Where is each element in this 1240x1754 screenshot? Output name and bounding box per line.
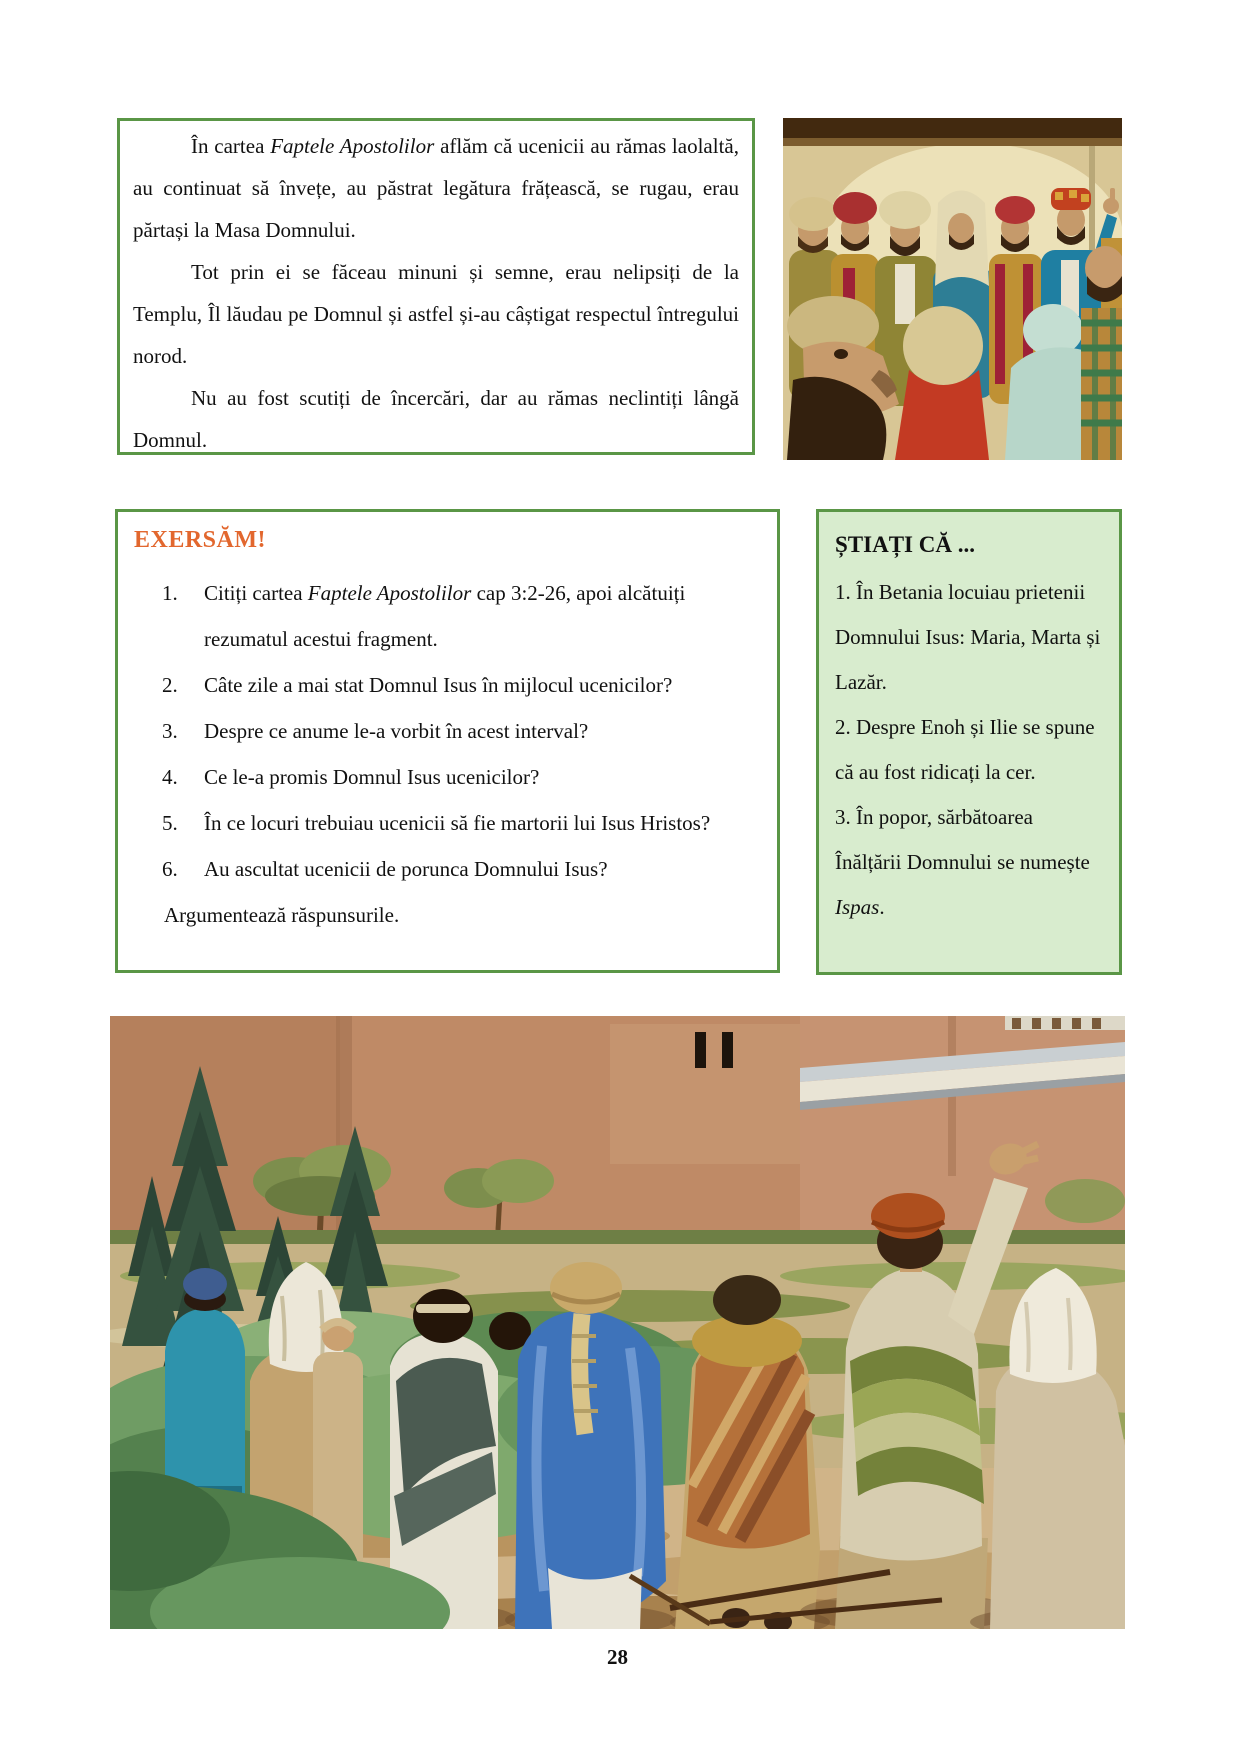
- exercise-number: 2.: [162, 673, 178, 697]
- exercise-text: Au ascultat ucenicii de porunca Domnului Isus?: [204, 857, 608, 881]
- exercise-number: 4.: [162, 765, 178, 789]
- exercises-list: [134, 570, 771, 892]
- exercise-text: Citiți cartea Faptele Apostolilor cap 3:2-26, apoi alcătuiți rezumatul acestui fragment.: [204, 581, 686, 651]
- intro-p1-book-title: Faptele Apostolilor: [270, 134, 435, 158]
- intro-paragraph-3: Nu au fost scutiți de încercări, dar au rămas neclintiți lângă Domnul.: [133, 386, 739, 452]
- intro-paragraph-1: [133, 125, 739, 251]
- exercise-item: [134, 846, 771, 892]
- apostles-scene: [783, 118, 1122, 460]
- exercise-item: [134, 754, 771, 800]
- exercise-text: Despre ce anume le-a vorbit în acest interval?: [204, 719, 589, 743]
- exercise-number: 1.: [162, 581, 178, 605]
- intro-p1-pre: În cartea: [191, 134, 271, 158]
- exercise-number: 3.: [162, 719, 178, 743]
- exercise-item: [134, 800, 771, 846]
- intro-p1-post: aflăm că ucenicii au rămas laolaltă, au continuat să învețe, au păstrat legătura frățească, se rugau, erau părtași la Masa Domnului.: [133, 134, 739, 242]
- apostles-illustration: [783, 118, 1122, 460]
- exercise-item: [134, 570, 771, 662]
- exercise-text: Câte zile a mai stat Domnul Isus în mijlocul ucenicilor?: [204, 673, 673, 697]
- ascension-illustration: [110, 1016, 1125, 1629]
- exercise-text: Ce le-a promis Domnul Isus ucenicilor?: [204, 765, 540, 789]
- ascension-scene: [110, 1016, 1125, 1629]
- exercise-text: În ce locuri trebuiau ucenicii să fie martorii lui Isus Hristos?: [204, 811, 711, 835]
- did-you-know-item-1: 1. În Betania locuiau prietenii Domnului Isus: Maria, Marta și Lazăr.: [835, 580, 1101, 694]
- did-you-know-title: ȘTIAȚI CĂ ...: [835, 532, 975, 557]
- exercise-item: [134, 708, 771, 754]
- did-you-know-item-3: 3. În popor, sărbătoarea Înălțării Domnului se numește Ispas.: [835, 805, 1090, 919]
- exercise-number: 6.: [162, 857, 178, 881]
- exercise-item: [134, 662, 771, 708]
- intro-paragraph-2: Tot prin ei se făceau minuni și semne, erau nelipsiți de la Templu, Îl lăudau pe Domnul și astfel și-au câștigat respectul întregului norod.: [133, 260, 739, 368]
- page-number: 28: [607, 1645, 628, 1669]
- exercises-box: [115, 509, 780, 973]
- exercises-footer: Argumentează răspunsurile.: [164, 903, 400, 927]
- intro-text-box: [117, 118, 755, 455]
- exercises-title: EXERSĂM!: [134, 527, 267, 553]
- did-you-know-box: [816, 509, 1122, 975]
- did-you-know-item-2: 2. Despre Enoh și Ilie se spune că au fost ridicați la cer.: [835, 715, 1095, 784]
- exercise-number: 5.: [162, 811, 178, 835]
